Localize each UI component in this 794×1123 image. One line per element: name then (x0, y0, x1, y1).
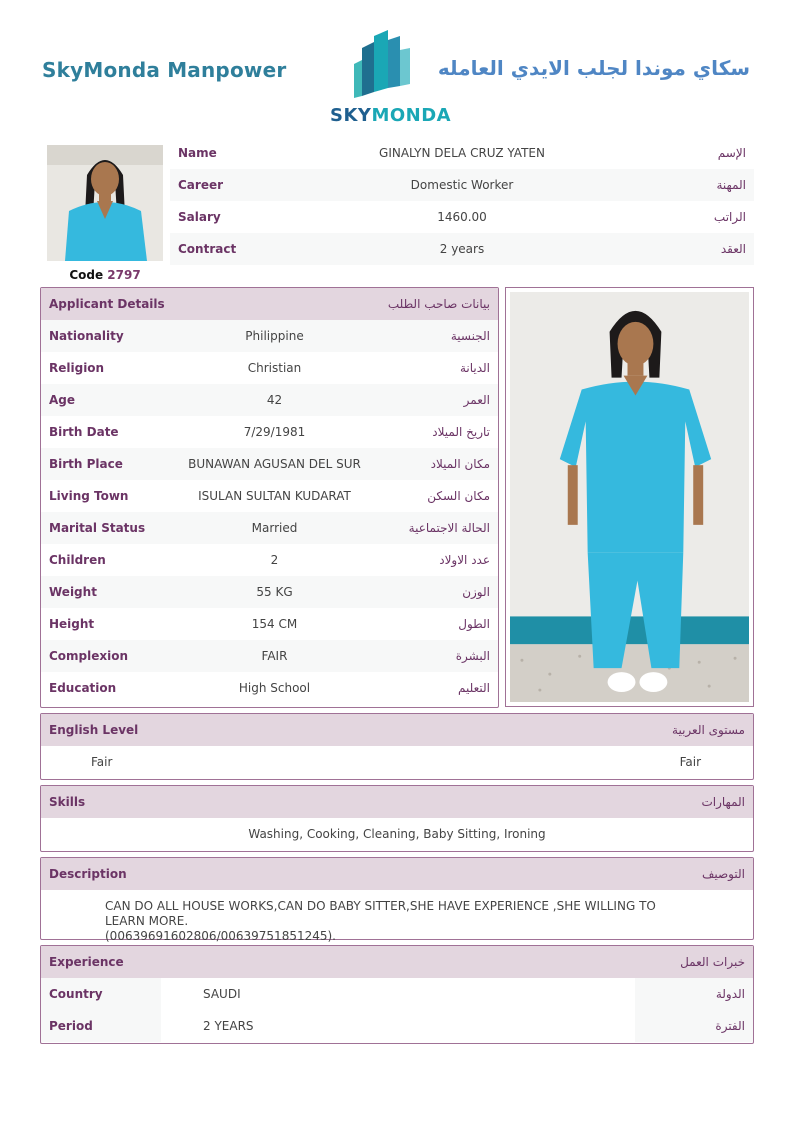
summary-row-contract: Contract 2 years العقد (170, 233, 754, 265)
applicant-full-photo (505, 287, 754, 707)
detail-row-height: Height 154 CM الطول (49, 617, 490, 631)
english-level-header: English Level مستوى العربية (41, 714, 753, 746)
skills-value: Washing, Cooking, Cleaning, Baby Sitting, Ironing (248, 827, 546, 841)
applicant-portrait (47, 145, 163, 261)
detail-row-education: Education High School التعليم (49, 681, 490, 695)
experience-header: Experience خبرات العمل (41, 946, 753, 978)
detail-row-living-town: Living Town ISULAN SULTAN KUDARAT مكان السكن (49, 489, 490, 503)
detail-row-marital-status: Marital Status Married الحالة الاجتماعية (41, 512, 498, 544)
applicant-details-panel (40, 287, 499, 708)
detail-row-birth-date: Birth Date 7/29/1981 تاريخ الميلاد (49, 425, 490, 439)
detail-row-nationality: Nationality Philippine الجنسية (41, 320, 498, 352)
arabic-level-value: Fair (679, 755, 701, 769)
logo-wordmark: SKYMONDA (330, 105, 452, 126)
summary-row-salary: Salary 1460.00 الراتب (178, 210, 746, 224)
english-level-value: Fair (91, 755, 113, 769)
detail-row-religion: Religion Christian الديانة (49, 361, 490, 375)
applicant-details-header: Applicant Details بيانات صاحب الطلب (41, 288, 498, 320)
applicant-details-rows (41, 320, 498, 704)
logo-mark-icon (330, 30, 444, 102)
english-level-values (41, 746, 753, 778)
summary-row-career: Career Domestic Worker المهنة (170, 169, 754, 201)
summary-row-name: Name GINALYN DELA CRUZ YATEN الإسم (178, 146, 746, 160)
english-level-panel (40, 713, 754, 780)
brand-name-english: SkyMonda Manpower (42, 58, 287, 82)
skills-panel (40, 785, 754, 852)
experience-panel (40, 945, 754, 1044)
brand-name-arabic: سكاي موندا لجلب الايدي العامله (437, 56, 750, 80)
description-text: CAN DO ALL HOUSE WORKS,CAN DO BABY SITTER,SHE HAVE EXPERIENCE ,SHE WILLING TO LEARN MORE. (00639691602806/00639751851245). (105, 899, 656, 943)
company-logo (330, 30, 452, 126)
skills-header: Skills المهارات (41, 786, 753, 818)
detail-row-age: Age 42 العمر (41, 384, 498, 416)
detail-row-birth-place: Birth Place BUNAWAN AGUSAN DEL SUR مكان الميلاد (41, 448, 498, 480)
applicant-code: Code 2797 (69, 268, 141, 282)
description-header: Description التوصيف (41, 858, 753, 890)
detail-row-children: Children 2 عدد الاولاد (49, 553, 490, 567)
summary-table (170, 137, 754, 265)
detail-row-weight: Weight 55 KG الوزن (41, 576, 498, 608)
experience-row-period: Period 2 YEARS الفترة (41, 1010, 753, 1042)
description-panel (40, 857, 754, 943)
detail-row-complexion: Complexion FAIR البشرة (41, 640, 498, 672)
experience-row-country: Country SAUDI الدولة (41, 978, 753, 1010)
